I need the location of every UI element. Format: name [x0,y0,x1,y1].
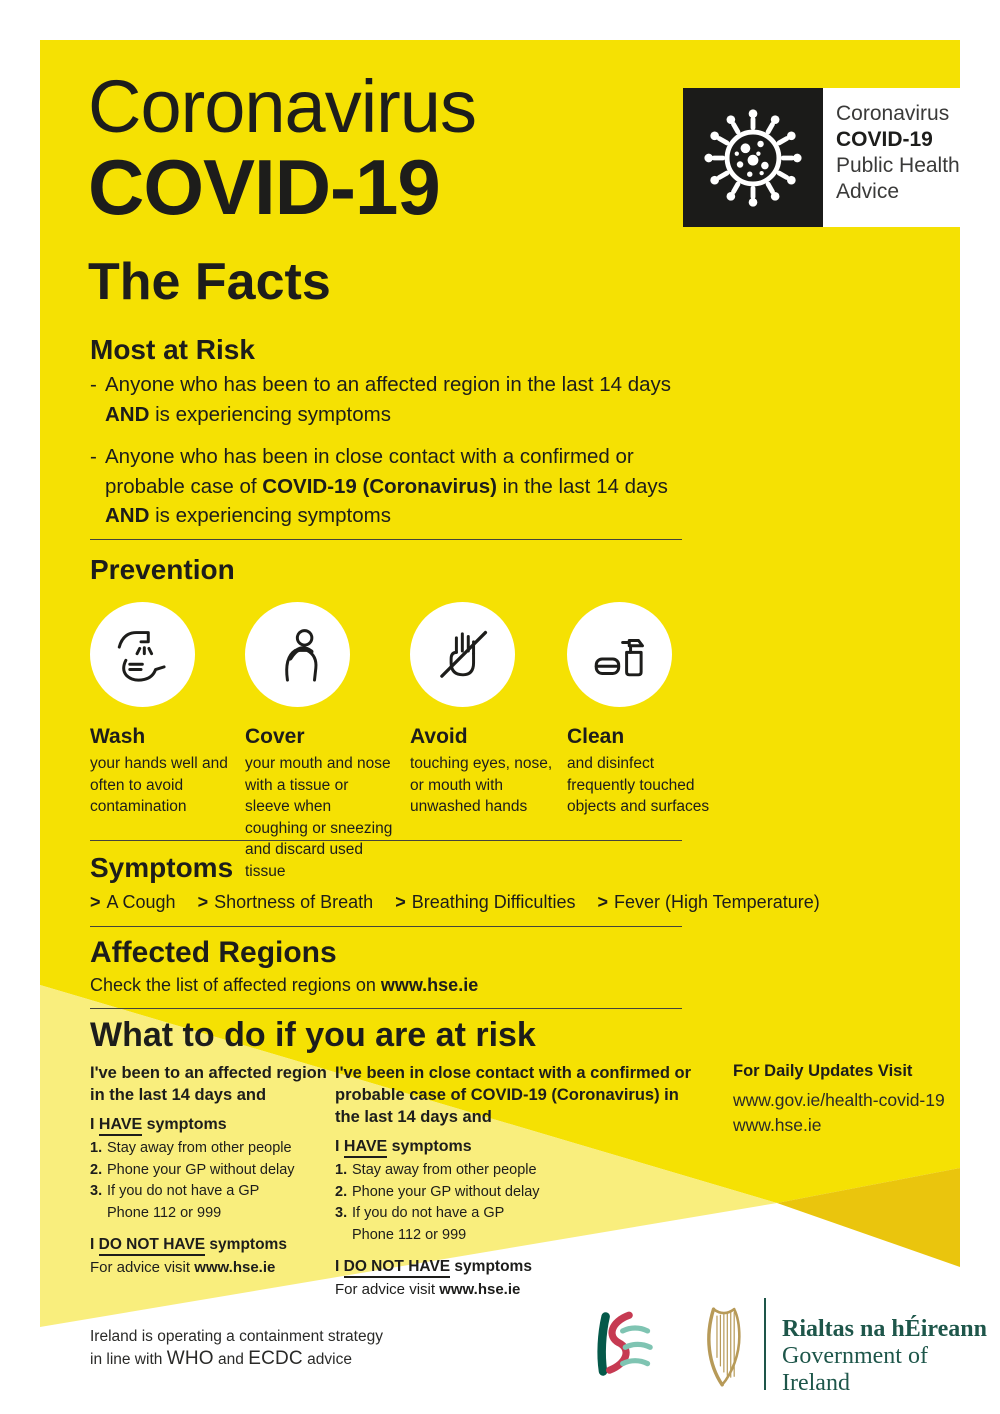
poster-title-coronavirus: Coronavirus [88,65,476,148]
prevention-item-desc: your hands well and often to avoid contamination [90,755,228,815]
clean-disinfect-icon [587,622,653,688]
prevention-item-avoid [410,602,562,818]
risk-column-affected-region [90,1062,335,1276]
text-part: For advice visit [90,1259,195,1276]
step-number: 3. [335,1205,348,1221]
prevention-item-title: Clean [567,725,625,748]
text-part: Anyone who has been in close contact with a confirmed or probable case of [105,445,634,498]
prevention-item-title: Cover [245,725,305,748]
text-part: symptoms [205,1236,287,1253]
step-text: Stay away from other people [107,1140,292,1156]
prevention-item-desc: your mouth and nose with a tissue or sleeve when coughing or sneezing and discard used tissue [245,755,393,880]
arrow-icon: > [197,892,209,912]
symptom-item [395,892,575,913]
text-part: I [335,1138,344,1155]
symptoms-heading: Symptoms [90,852,234,883]
risk-intro: I've been in close contact with a confirmed or probable case of COVID-19 (Coronavirus) in the last 14 days and [335,1064,692,1126]
i-have-symptoms-label [335,1138,705,1156]
symptom-label: A Cough [106,892,176,912]
hse-url-text: www.hse.ie [194,1259,276,1276]
step-item [335,1184,705,1202]
text-part: and [213,1351,249,1368]
arrow-icon: > [597,892,608,912]
arrow-icon: > [395,892,406,912]
government-of-ireland-logotype [782,1316,1000,1397]
who-text: WHO [166,1348,214,1369]
steps-list [90,1140,335,1222]
step-text: Stay away from other people [352,1162,537,1178]
note-line-1: Ireland is operating a containment strategy [90,1328,383,1345]
hse-url-text: www.hse.ie [733,1115,822,1135]
prevention-heading: Prevention [90,554,235,585]
risk-intro: I've been to an affected region in the last 14 days and [90,1064,327,1104]
step-number: 1. [335,1162,348,1178]
i-do-not-have-symptoms-label [335,1258,705,1276]
i-have-symptoms-label [90,1116,335,1134]
step-item [335,1205,705,1223]
text-part: I [90,1116,99,1133]
step-number: 2. [90,1161,103,1178]
harp-emblem-icon [700,1304,746,1390]
bullet-text [105,442,695,531]
section-divider [90,539,682,540]
text-part: For advice visit [335,1281,440,1298]
hse-url-text: www.hse.ie [380,975,479,995]
step-text: If you do not have a GP [352,1205,505,1221]
text-underlined: HAVE [344,1138,387,1158]
risk-column-close-contact [335,1062,705,1298]
step-item [107,1205,335,1223]
hse-logo [586,1310,658,1378]
text-underlined: DO NOT HAVE [344,1258,451,1278]
list-item [90,442,695,531]
bullet-dash: - [90,445,97,468]
text-part: Check the list of affected regions on [90,975,381,995]
step-text: Phone your GP without delay [107,1161,295,1178]
step-number: 3. [90,1183,103,1199]
containment-note [90,1326,383,1371]
prevention-item-title: Avoid [410,725,468,748]
virus-icon [699,104,807,212]
symptom-label: Breathing Difficulties [411,892,576,912]
text-underlined: HAVE [99,1116,142,1136]
arrow-icon: > [90,892,101,912]
i-do-not-have-symptoms-label [90,1236,335,1254]
text-bold: AND [105,504,150,527]
prevention-item-clean [567,602,719,818]
bullet-text [105,370,695,429]
symptom-item [597,892,819,913]
public-health-advice-badge [683,88,1000,227]
poster-title-covid19: COVID-19 [88,143,440,231]
text-bold: AND [105,402,150,426]
virus-icon-box [683,88,823,227]
what-to-do-heading: What to do if you are at risk [90,1016,536,1054]
gov-english-text: Government of Ireland [782,1343,928,1396]
badge-label [823,88,1000,227]
text-part: symptoms [450,1258,532,1275]
step-text: Phone your GP without delay [352,1183,540,1200]
wash-hands-icon [110,622,176,688]
step-item [90,1183,335,1201]
text-part: in line with [90,1351,167,1368]
text-part: I [335,1258,344,1275]
symptom-label: Fever (High Temperature) [613,892,820,912]
gov-url-text: www.gov.ie/health-covid-19 [733,1090,945,1110]
poster-subtitle-the-facts: The Facts [88,253,331,311]
ecdc-text: ECDC [248,1348,303,1369]
daily-updates-urls [733,1088,963,1137]
daily-updates-heading: For Daily Updates Visit [733,1062,913,1080]
bullet-dash: - [90,373,97,396]
badge-line-advice: Advice [836,180,900,203]
section-divider [90,1008,682,1009]
affected-regions-text [90,975,478,996]
icon-circle [245,602,350,707]
icon-circle [410,602,515,707]
steps-list [335,1162,705,1244]
affected-regions-heading: Affected Regions [90,936,337,969]
symptom-item [198,892,374,913]
step-text: If you do not have a GP [107,1183,260,1199]
symptoms-list [90,892,820,913]
text-part: symptoms [142,1116,227,1133]
hse-url-text: www.hse.ie [439,1281,521,1298]
step-text: Phone 112 or 999 [352,1226,467,1243]
step-item [352,1227,705,1245]
text-underlined: DO NOT HAVE [99,1236,206,1256]
prevention-item-wash [90,602,242,818]
daily-updates-box [733,1062,963,1138]
section-divider [90,840,682,841]
cover-cough-icon [265,622,331,688]
step-item [90,1140,335,1158]
prevention-item-title: Wash [90,725,146,748]
text-part: symptoms [387,1138,472,1155]
text-part: advice [302,1351,352,1368]
text-bold: COVID-19 (Coronavirus) [262,474,497,498]
badge-line-covid19: COVID-19 [836,128,933,151]
most-at-risk-list [90,370,695,544]
badge-line-coronavirus: Coronavirus [836,102,950,125]
step-item [335,1162,705,1180]
symptom-label: Shortness of Breath [214,892,374,912]
step-number: 2. [335,1183,348,1200]
prevention-item-desc: touching eyes, nose, or mouth with unwashed hands [410,755,553,815]
gov-irish-text: Rialtas na hÉireann [782,1316,987,1342]
note-line-2 [90,1348,383,1371]
symptom-item [90,892,176,913]
text-part: is experiencing symptoms [149,402,391,426]
list-item [90,370,695,429]
step-number: 1. [90,1140,103,1156]
prevention-item-desc: and disinfect frequently touched objects and surfaces [567,755,710,815]
text-part: I [90,1236,99,1253]
icon-circle [90,602,195,707]
avoid-touching-icon [430,622,496,688]
section-divider [90,926,682,927]
step-item [90,1162,335,1180]
most-at-risk-heading: Most at Risk [90,334,255,365]
footer-divider [764,1298,766,1390]
step-text: Phone 112 or 999 [107,1204,222,1221]
advice-line [335,1281,705,1298]
text-part: Anyone who has been to an affected region in the last 14 days [105,373,672,396]
badge-line-public-health: Public Health [836,154,960,177]
text-part: is experiencing symptoms [149,504,391,527]
text-part: in the last 14 days [496,474,668,498]
icon-circle [567,602,672,707]
advice-line [90,1259,335,1276]
